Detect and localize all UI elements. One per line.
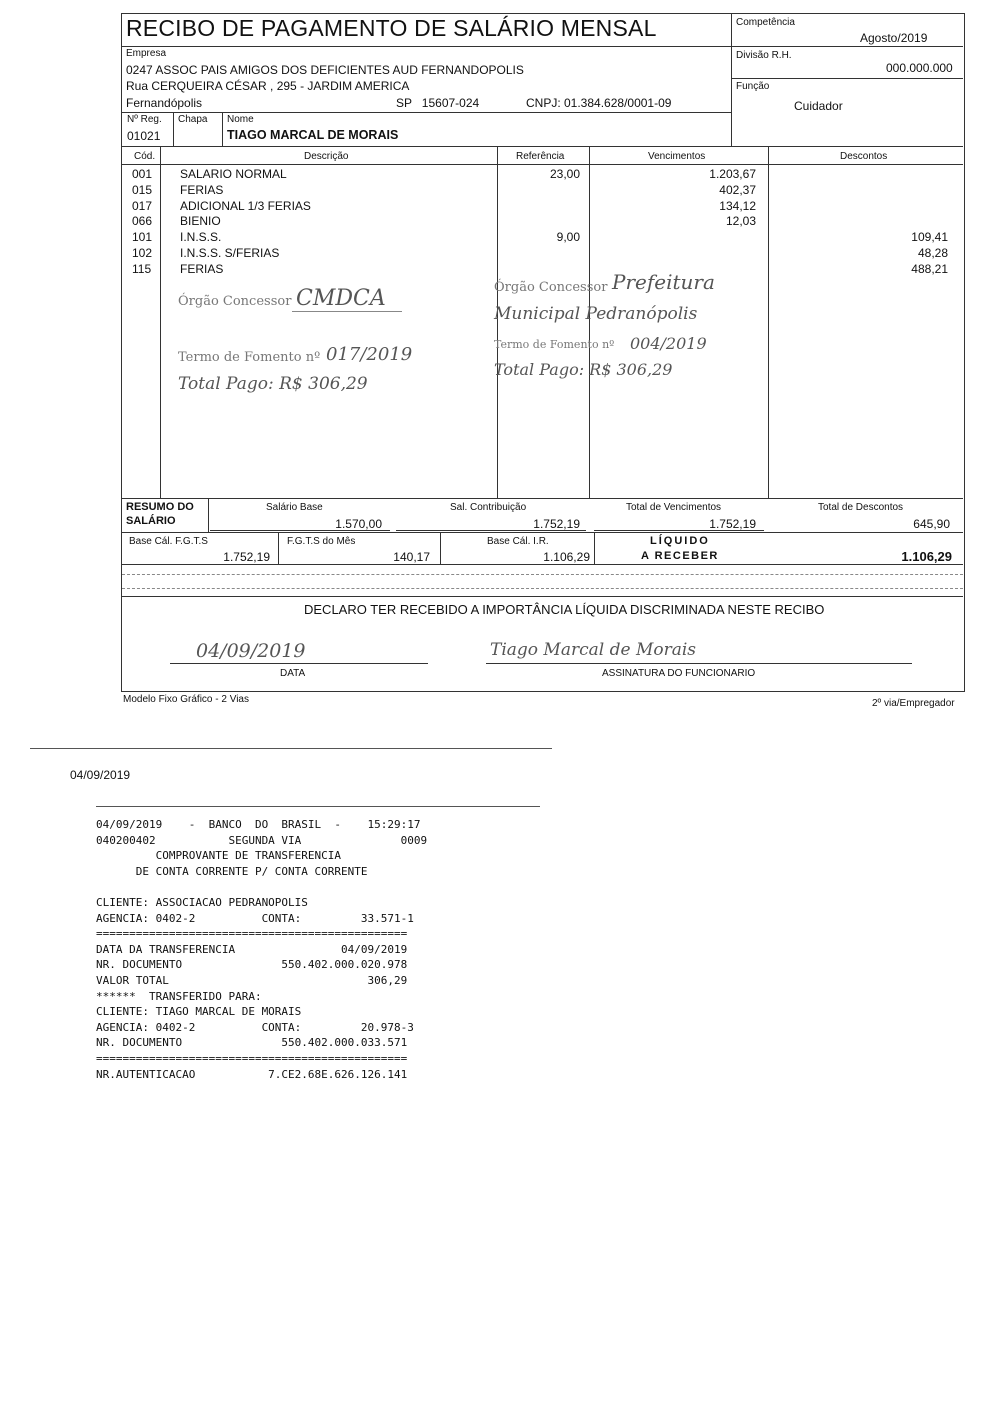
via-note: 2º via/Empregador (872, 698, 955, 709)
salario-base-label: Salário Base (266, 502, 323, 513)
liquido-label-1: LÍQUIDO (650, 535, 710, 547)
bank-line: NR.AUTENTICACAO 7.CE2.68E.626.126.141 (96, 1067, 408, 1081)
fgts-mes-label: F.G.T.S do Mês (287, 536, 356, 547)
col-ref-header: Referência (516, 151, 565, 162)
empresa-value: 0247 ASSOC PAIS AMIGOS DOS DEFICIENTES AUD FERNANDOPOLIS (126, 63, 524, 77)
bank-line: 040200402 SEGUNDA VIA 0009 (96, 833, 428, 847)
signature-handwritten: Tiago Marcal de Morais (490, 640, 697, 660)
col-desc-header: Descrição (304, 151, 349, 162)
item-description: FERIAS (180, 182, 224, 197)
total-venc-value: 1.752,19 (709, 517, 756, 531)
item-deductions: 48,28 (917, 246, 948, 260)
stamp-left-label-2: Termo de Fomento nº (178, 350, 321, 365)
item-description: ADICIONAL 1/3 FERIAS (180, 198, 311, 213)
bank-line: ****** TRANSFERIDO PARA: (96, 989, 262, 1003)
resumo-label-text: RESUMO DO SALÁRIO (126, 501, 194, 527)
item-code: 102 (132, 246, 153, 260)
payslip-title: RECIBO DE PAGAMENTO DE SALÁRIO MENSAL (126, 15, 657, 41)
col-venc-header: Vencimentos (648, 151, 706, 162)
empresa-address: Rua CERQUEIRA CÉSAR , 295 - JARDIM AMERICA (126, 79, 410, 93)
item-description: I.N.S.S. (180, 230, 222, 245)
stamp-left-hand-3: Total Pago: R$ 306,29 (178, 374, 368, 394)
stamp-right-hand-3: 004/2019 (630, 334, 707, 353)
item-deductions: 488,21 (911, 261, 948, 276)
stamp-left-hand-1: CMDCA (296, 286, 386, 311)
bank-line: DE CONTA CORRENTE P/ CONTA CORRENTE (96, 864, 368, 878)
modelo-note: Modelo Fixo Gráfico - 2 Vias (123, 694, 249, 705)
item-earnings: 1.203,67 (709, 167, 756, 181)
divisao-value: 000.000.000 (886, 61, 953, 75)
bank-date-top: 04/09/2019 (70, 768, 131, 782)
stamp-right-hand-2: Municipal Pedranópolis (494, 304, 698, 324)
item-code: 001 (132, 167, 153, 181)
col-cod-header: Cód. (134, 151, 156, 162)
item-description: FERIAS (180, 261, 224, 276)
bank-line: NR. DOCUMENTO 550.402.000.020.978 (96, 958, 408, 972)
bank-transfer-receipt (96, 817, 427, 1082)
bank-line: VALOR TOTAL 306,29 (96, 973, 408, 987)
total-desc-label: Total de Descontos (818, 502, 904, 513)
stamp-right-hand-4: Total Pago: R$ 306,29 (494, 360, 673, 379)
employee-name: TIAGO MARCAL DE MORAIS (227, 128, 399, 142)
stamp-right-hand-1: Prefeitura (612, 270, 715, 294)
item-description: I.N.S.S. S/FERIAS (180, 246, 280, 260)
bank-line: =============================================== (96, 1051, 408, 1065)
empresa-city: Fernandópolis (126, 96, 203, 110)
item-description: SALARIO NORMAL (180, 167, 287, 181)
item-reference: 23,00 (549, 167, 580, 181)
col-descontos-header: Descontos (840, 151, 888, 162)
total-venc-label: Total de Vencimentos (626, 502, 722, 513)
fgts-mes-value: 140,17 (393, 550, 430, 564)
item-earnings: 134,12 (719, 198, 756, 213)
liquido-value: 1.106,29 (901, 549, 952, 564)
bank-line: CLIENTE: ASSOCIACAO PEDRANOPOLIS (96, 895, 308, 909)
item-earnings: 402,37 (719, 182, 756, 197)
empresa-label: Empresa (126, 48, 167, 59)
item-code: 015 (132, 182, 153, 197)
total-desc-value: 645,90 (913, 517, 950, 531)
bank-line: DATA DA TRANSFERENCIA 04/09/2019 (96, 942, 408, 956)
chapa-label: Chapa (178, 114, 208, 125)
base-fgts-value: 1.752,19 (223, 550, 270, 564)
bank-line: COMPROVANTE DE TRANSFERENCIA (96, 849, 342, 863)
nreg-value: 01021 (127, 129, 161, 143)
base-fgts-label: Base Cál. F.G.T.S (129, 536, 208, 547)
empresa-uf-cep: SP 15607-024 (396, 96, 480, 110)
bank-line: NR. DOCUMENTO 550.402.000.033.571 (96, 1036, 408, 1050)
item-code: 101 (132, 230, 153, 245)
nreg-label: Nº Reg. (127, 114, 162, 125)
sal-contrib-value: 1.752,19 (533, 517, 580, 531)
item-code: 066 (132, 214, 153, 229)
date-label: DATA (280, 668, 306, 679)
item-code: 017 (132, 198, 153, 213)
funcao-label: Função (736, 81, 770, 92)
liquido-label-2: A RECEBER (641, 550, 719, 562)
stamp-right-label-1: Órgão Concessor (494, 280, 608, 295)
competencia-value: Agosto/2019 (860, 31, 928, 45)
signature-label: ASSINATURA DO FUNCIONARIO (602, 668, 756, 679)
stamp-left-hand-2: 017/2019 (326, 344, 413, 365)
item-earnings: 12,03 (725, 214, 756, 229)
nome-label: Nome (227, 114, 254, 125)
bank-line: 04/09/2019 - BANCO DO BRASIL - 15:29:17 (96, 818, 421, 831)
date-handwritten: 04/09/2019 (196, 640, 306, 662)
item-reference: 9,00 (556, 230, 580, 245)
item-deductions: 109,41 (911, 230, 948, 245)
base-ir-label: Base Cál. I.R. (487, 536, 549, 547)
base-ir-value: 1.106,29 (543, 550, 590, 564)
bank-line: =============================================== (96, 927, 408, 941)
divisao-label: Divisão R.H. (736, 50, 792, 61)
item-code: 115 (132, 261, 152, 276)
bank-line: CLIENTE: TIAGO MARCAL DE MORAIS (96, 1005, 302, 1019)
sal-contrib-label: Sal. Contribuição (450, 502, 527, 513)
salario-base-value: 1.570,00 (335, 517, 382, 531)
stamp-right-label-3: Termo de Fomento nº (494, 338, 615, 351)
competencia-label: Competência (736, 17, 795, 28)
bank-line: AGENCIA: 0402-2 CONTA: 33.571-1 (96, 911, 414, 925)
resumo-label (126, 500, 206, 528)
item-description: BIENIO (180, 214, 221, 229)
bank-line (96, 879, 427, 895)
stamp-left-label-1: Órgão Concessor (178, 294, 292, 309)
funcao-value: Cuidador (794, 99, 843, 113)
declaration-text: DECLARO TER RECEBIDO A IMPORTÂNCIA LÍQUIDA DISCRIMINADA NESTE RECIBO (304, 602, 825, 617)
empresa-cnpj: CNPJ: 01.384.628/0001-09 (526, 96, 672, 110)
bank-line: AGENCIA: 0402-2 CONTA: 20.978-3 (96, 1020, 414, 1034)
